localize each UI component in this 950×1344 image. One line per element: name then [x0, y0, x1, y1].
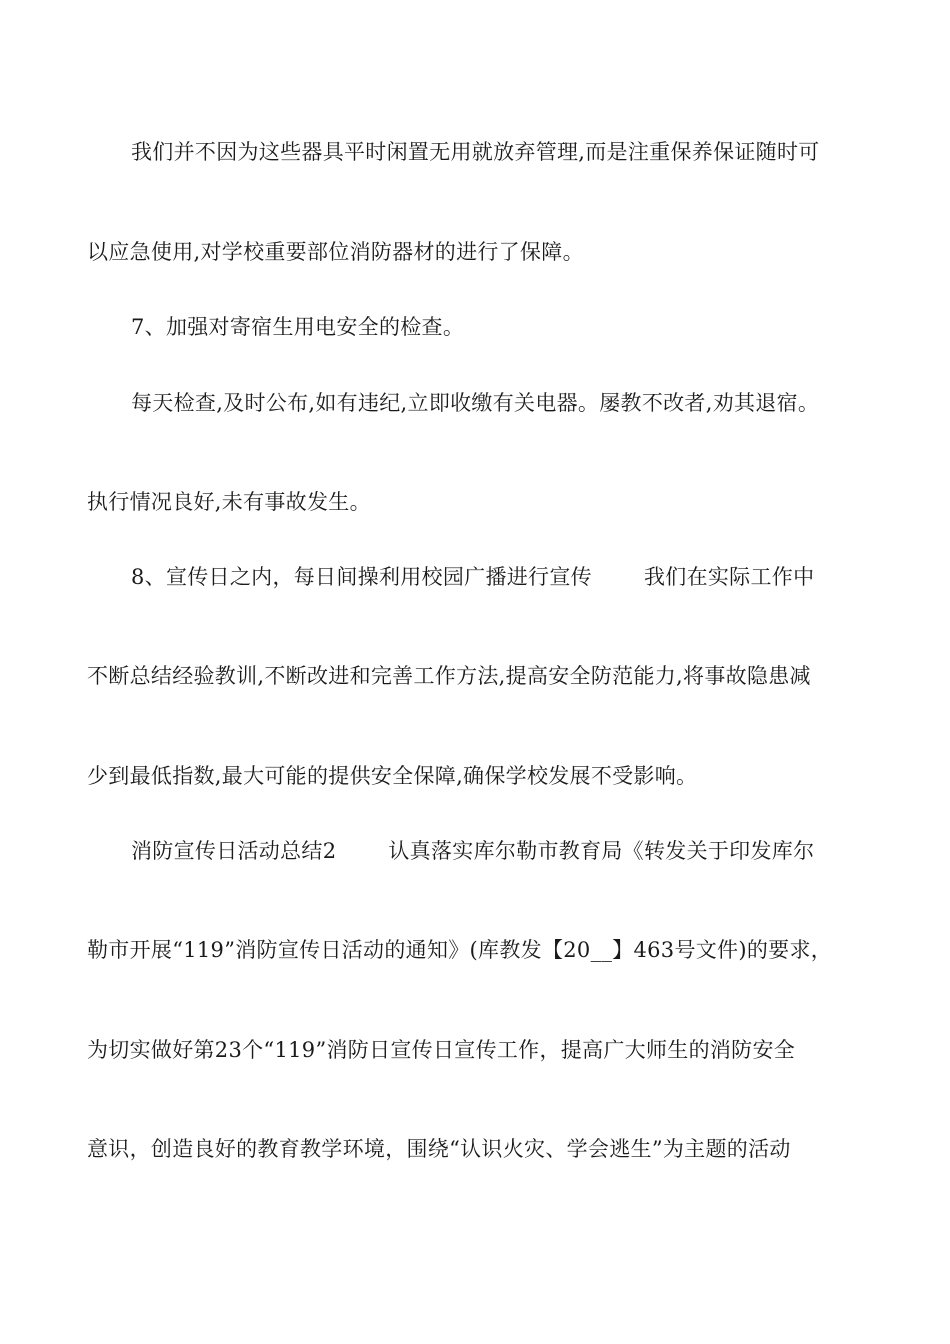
numbered-item-heading — [131, 562, 867, 592]
paragraph-line — [131, 388, 867, 418]
text-span: 我们在实际工作中 — [643, 565, 815, 589]
paragraph-line — [87, 1035, 867, 1065]
text-span: 7、加强对寄宿生用电安全的检查。 — [131, 315, 465, 339]
text-span: 执行情况良好,未有事故发生。 — [87, 490, 371, 514]
text-span: 认真落实库尔勒市教育局《转发关于印发库尔 — [388, 839, 815, 863]
text-span: 我们并不因为这些器具平时闲置无用就放弃管理,而是注重保养保证随时可 — [131, 140, 820, 164]
text-span: 为切实做好第23个“119”消防日宣传日宣传工作，提高广大师生的消防安全 — [87, 1038, 796, 1062]
paragraph-line — [87, 487, 867, 517]
text-span: 勒市开展“119”消防宣传日活动的通知》(库教发【20__】463号文件)的要求， — [87, 938, 833, 962]
text-span: 以应急使用,对学校重要部位消防器材的进行了保障。 — [87, 240, 584, 264]
text-span: 每天检查,及时公布,如有违纪,立即收缴有关电器。屡教不改者,劝其退宿。 — [131, 391, 820, 415]
paragraph-line — [87, 1134, 867, 1164]
paragraph-line — [87, 761, 867, 791]
text-span: 少到最低指数,最大可能的提供安全保障,确保学校发展不受影响。 — [87, 764, 698, 788]
section-heading-line — [131, 836, 867, 866]
paragraph-line — [131, 137, 867, 167]
section-title: 消防宣传日活动总结2 — [131, 839, 337, 863]
numbered-item-heading — [131, 312, 867, 342]
paragraph-line — [87, 661, 867, 691]
paragraph-line — [87, 935, 867, 965]
paragraph-line — [87, 237, 867, 267]
text-span: 不断总结经验教训,不断改进和完善工作方法,提高安全防范能力,将事故隐患减 — [87, 664, 811, 688]
text-span: 8、宣传日之内，每日间操利用校园广播进行宣传 — [131, 565, 592, 589]
text-span: 意识，创造良好的教育教学环境，围绕“认识火灾、学会逃生”为主题的活动 — [87, 1137, 791, 1161]
